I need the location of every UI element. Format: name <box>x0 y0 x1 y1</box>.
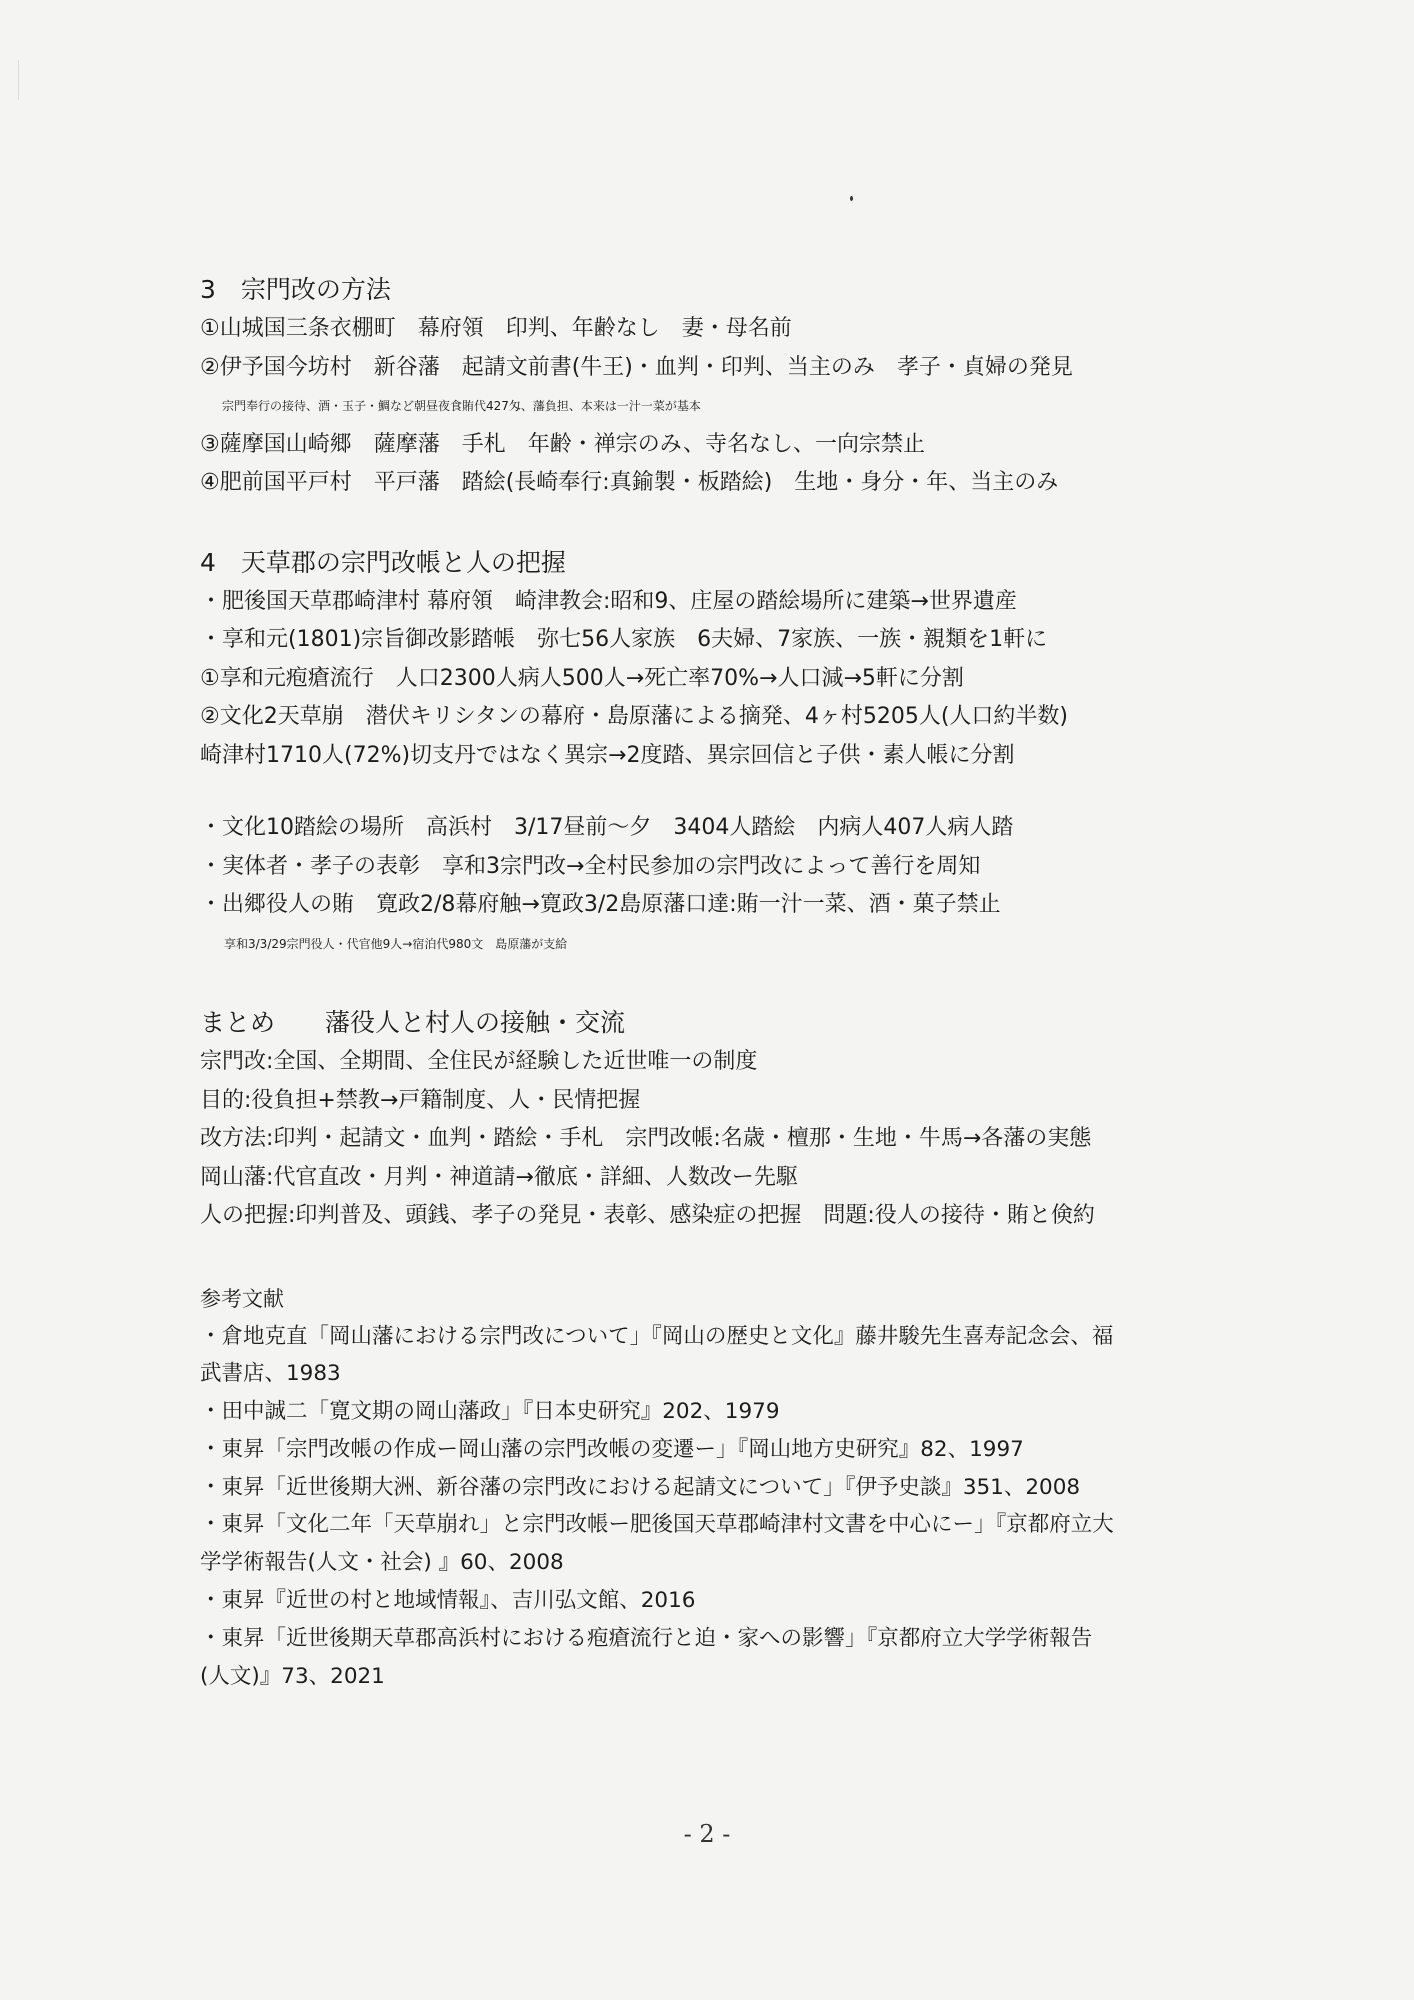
section-4-line: ・肥後国天草郡崎津村 幕府領 崎津教会:昭和9、庄屋の踏絵場所に建築→世界遺産 <box>200 588 1017 614</box>
section-3-line: ①山城国三条衣棚町 幕府領 印判、年齢なし 妻・母名前 <box>200 316 792 341</box>
reference-line: ・東昇「文化二年「天草崩れ」と宗門改帳ー肥後国天草郡崎津村文書を中心にー」『京都府立大 <box>200 1512 1114 1538</box>
section-3 <box>200 270 1200 503</box>
section-4-line: ②文化2天草崩 潜伏キリシタンの幕府・島原藩による摘発、4ヶ村5205人(人口約半数) <box>200 704 1068 729</box>
section-4-line: ・文化10踏絵の場所 高浜村 3/17昼前～夕 3404人踏絵 内病人407人病人踏 <box>200 815 1014 840</box>
reference-line: ・東昇「宗門改帳の作成ー岡山藩の宗門改帳の変遷ー」『岡山地方史研究』82、1997 <box>200 1436 1024 1462</box>
section-3-line: ③薩摩国山崎郷 薩摩藩 手札 年齢・禅宗のみ、寺名なし、一向宗禁止 <box>200 431 926 457</box>
page-number: - 2 - <box>683 1820 731 1848</box>
scan-edge-mark <box>18 60 23 100</box>
section-4-line: ・出郷役人の賄 寛政2/8幕府触→寛政3/2島原藩口達:賄一汁一菜、酒・菓子禁止 <box>200 892 1001 917</box>
reference-line: ・東昇「近世後期天草郡高浜村における疱瘡流行と迫・家への影響」『京都府立大学学術報告 <box>200 1625 1093 1651</box>
reference-line: ・倉地克直「岡山藩における宗門改について」『岡山の歴史と文化』藤井駿先生喜寿記念会、福 <box>200 1323 1114 1349</box>
section-3-line: ②伊予国今坊村 新谷藩 起請文前書(牛王)・血判・印判、当主のみ 孝子・貞婦の発見 <box>200 354 1073 380</box>
section-4-heading: 4 天草郡の宗門改帳と人の把握 <box>200 547 566 577</box>
section-4-line: ・享和元(1801)宗旨御改影踏帳 弥七56人家族 6夫婦、7家族、一族・親類を1軒に <box>200 627 1048 652</box>
summary-line: 改方法:印判・起請文・血判・踏絵・手札 宗門改帳:名歳・檀那・生地・牛馬→各藩の実態 <box>200 1126 1092 1151</box>
section-4-line: 崎津村1710人(72%)切支丹ではなく異宗→2度踏、異宗回信と子供・素人帳に分割 <box>200 742 1015 768</box>
summary-heading: まとめ 藩役人と村人の接触・交流 <box>200 1008 626 1037</box>
summary-line: 岡山藩:代官直改・月判・神道請→徹底・詳細、人数改ー先駆 <box>200 1164 798 1190</box>
reference-line: ・東昇『近世の村と地域情報』、吉川弘文館、2016 <box>200 1588 696 1614</box>
section-3-line: 宗門奉行の接待、酒・玉子・鯛など朝昼夜食賄代427匁、藩負担、本来は一汁一菜が基本 <box>222 399 701 413</box>
document-body <box>200 270 1200 1695</box>
reference-line: ・東昇「近世後期大洲、新谷藩の宗門改における起請文について」『伊予史談』351、2008 <box>200 1474 1081 1500</box>
scan-speck <box>850 196 853 201</box>
summary-section <box>200 1003 1200 1236</box>
summary-line: 宗門改:全国、全期間、全住民が経験した近世唯一の制度 <box>200 1049 758 1074</box>
reference-line: ・田中誠二「寛文期の岡山藩政」『日本史研究』202、1979 <box>200 1399 780 1425</box>
reference-line: 武書店、1983 <box>200 1361 341 1387</box>
reference-line: (人文)』73、2021 <box>200 1663 385 1689</box>
reference-line: 学学術報告(人文・社会) 』60、2008 <box>200 1550 564 1576</box>
section-4 <box>200 543 1200 964</box>
references-title: 参考文献 <box>200 1286 284 1311</box>
references-section <box>200 1280 1200 1696</box>
summary-line: 目的:役負担+禁教→戸籍制度、人・民情把握 <box>200 1087 641 1113</box>
summary-line: 人の把握:印判普及、頭銭、孝子の発見・表彰、感染症の把握 問題:役人の接待・賄と倹約 <box>200 1203 1095 1228</box>
section-4-line: 享和3/3/29宗門役人・代官他9人→宿泊代980文 島原藩が支給 <box>224 936 568 951</box>
section-3-line: ④肥前国平戸村 平戸藩 踏絵(長崎奉行:真鍮製・板踏絵) 生地・身分・年、当主のみ <box>200 470 1059 495</box>
section-4-line: ・実体者・孝子の表彰 享和3宗門改→全村民参加の宗門改によって善行を周知 <box>200 853 981 879</box>
section-4-line: ①享和元疱瘡流行 人口2300人病人500人→死亡率70%→人口減→5軒に分割 <box>200 665 964 691</box>
section-3-heading: 3 宗門改の方法 <box>200 275 391 304</box>
